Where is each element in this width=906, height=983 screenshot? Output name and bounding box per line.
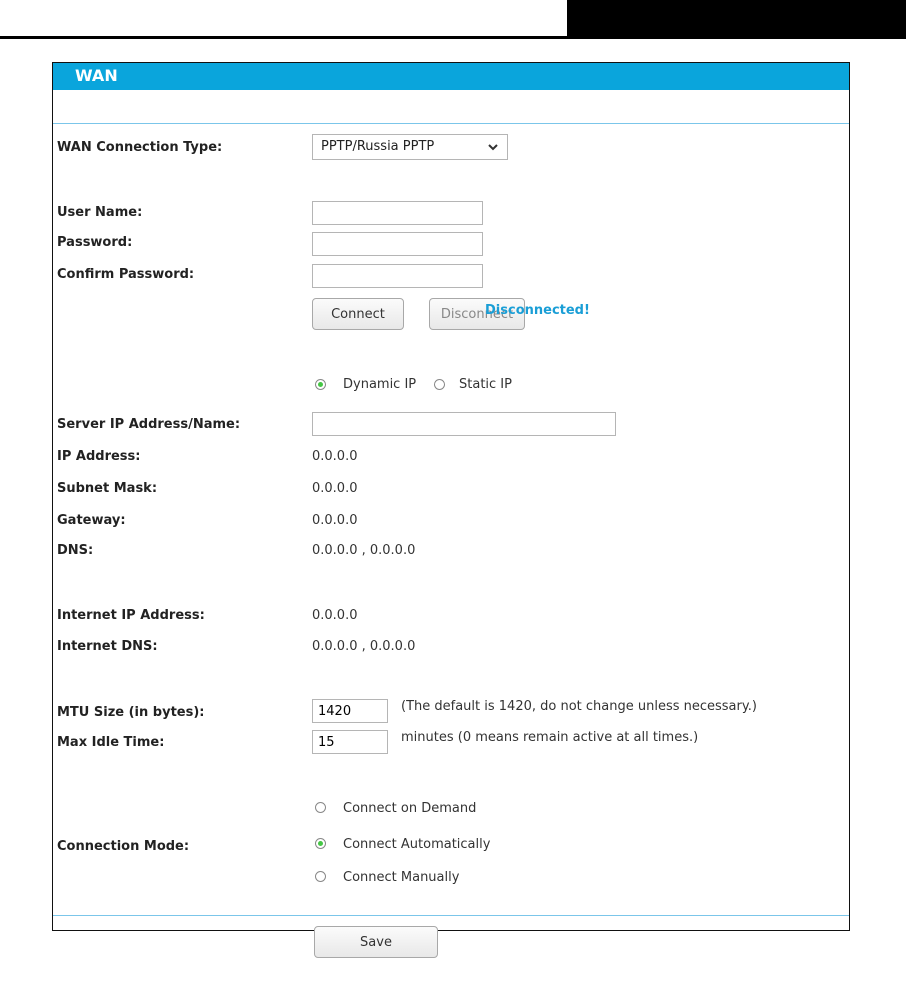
ip-address-value: 0.0.0.0 [312,449,358,464]
internet-ip-value: 0.0.0.0 [312,608,358,623]
server-input[interactable] [312,412,616,436]
disconnect-button[interactable]: Disconnect [429,298,525,330]
username-input[interactable] [312,201,483,225]
mtu-label: MTU Size (in bytes): [57,705,205,720]
connection-type-label: WAN Connection Type: [57,140,223,155]
max-idle-note: minutes (0 means remain active at all times.) [401,730,699,745]
internet-dns-value: 0.0.0.0 , 0.0.0.0 [312,639,416,654]
password-label: Password: [57,235,133,250]
static-ip-label: Static IP [459,377,512,392]
confirm-password-label: Confirm Password: [57,267,195,282]
wan-panel [52,62,850,950]
panel-header [53,63,849,90]
gateway-value: 0.0.0.0 [312,513,358,528]
dynamic-ip-label: Dynamic IP [343,377,417,392]
connection-type-value: PPTP/Russia PPTP [321,139,435,154]
connection-type-select[interactable] [312,134,508,160]
confirm-password-input[interactable] [312,264,483,288]
dns-label: DNS: [57,543,94,558]
connect-manually-label: Connect Manually [343,870,460,885]
chevron-down-icon [487,138,499,160]
mtu-input[interactable] [312,699,388,723]
connect-automatically-label: Connect Automatically [343,837,491,852]
subnet-mask-label: Subnet Mask: [57,481,158,496]
connection-status: Disconnected! [485,303,590,318]
password-input[interactable] [312,232,483,256]
internet-dns-label: Internet DNS: [57,639,158,654]
subnet-mask-value: 0.0.0.0 [312,481,358,496]
top-black-bar [567,0,906,36]
username-label: User Name: [57,205,143,220]
dynamic-ip-radio[interactable] [315,379,326,390]
footer-divider [53,915,849,916]
connection-mode-label: Connection Mode: [57,839,190,854]
save-button[interactable]: Save [314,926,438,958]
server-label: Server IP Address/Name: [57,417,241,432]
ip-address-label: IP Address: [57,449,141,464]
connect-manually-radio[interactable] [315,871,326,882]
connect-on-demand-radio[interactable] [315,802,326,813]
header-divider [53,123,849,124]
top-divider [0,36,906,39]
max-idle-label: Max Idle Time: [57,735,165,750]
connect-button[interactable]: Connect [312,298,404,330]
mtu-note: (The default is 1420, do not change unless necessary.) [401,699,757,714]
page-title: WAN [75,66,118,85]
connect-on-demand-label: Connect on Demand [343,801,477,816]
dns-value: 0.0.0.0 , 0.0.0.0 [312,543,416,558]
connect-automatically-radio[interactable] [315,838,326,849]
max-idle-input[interactable] [312,730,388,754]
static-ip-radio[interactable] [434,379,445,390]
gateway-label: Gateway: [57,513,126,528]
internet-ip-label: Internet IP Address: [57,608,205,623]
